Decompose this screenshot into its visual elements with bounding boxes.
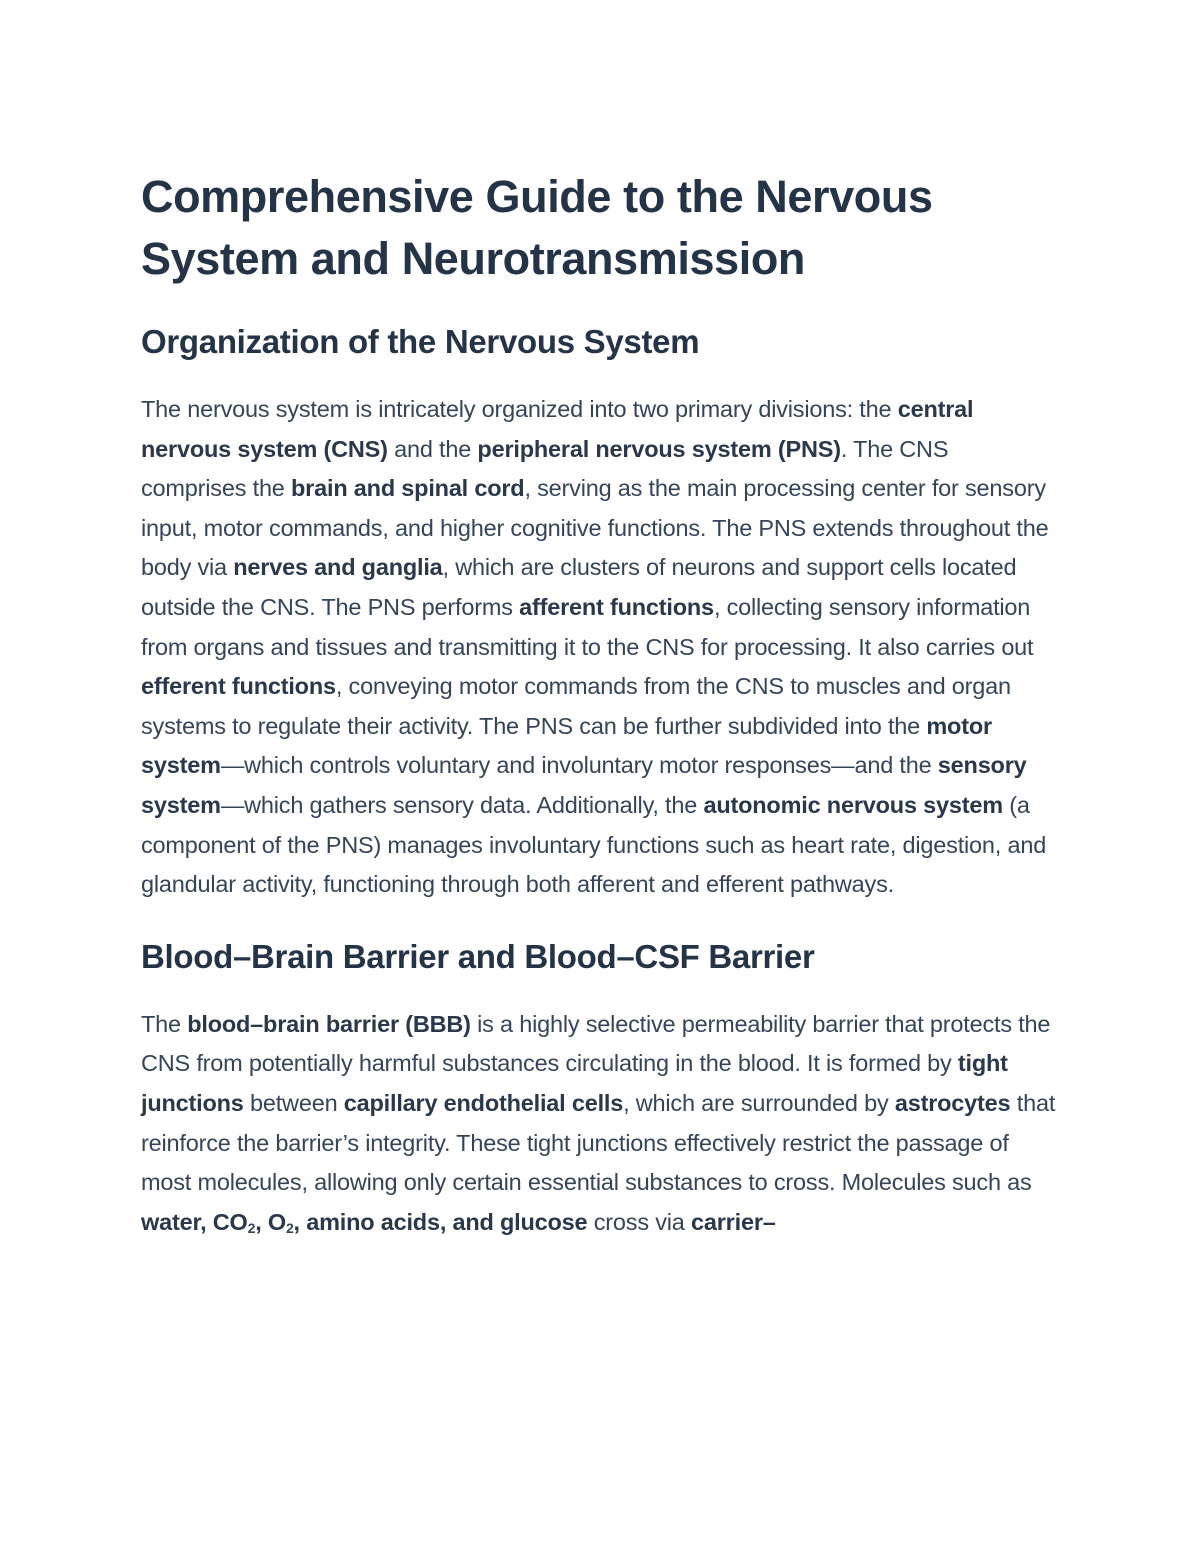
bold-term: tight junctions xyxy=(141,1050,1008,1116)
body-text: is a highly selective permeability barrier that protects the CNS from potentially harmful substances circulating in the blood. It is formed by xyxy=(141,1010,1051,1077)
bold-term: capillary endothelial cells xyxy=(343,1089,624,1116)
body-text: and the xyxy=(387,435,478,462)
document-title: Comprehensive Guide to the Nervous System and Neurotransmission xyxy=(141,171,933,284)
body-text: —which gathers sensory data. Additionally, the xyxy=(220,791,704,818)
bold-term: water, CO xyxy=(141,1208,248,1235)
bold-term: , O xyxy=(255,1208,286,1235)
document-page xyxy=(141,166,1059,1272)
body-text: , which are clusters of neurons and support cells located outside the CNS. The PNS performs xyxy=(141,554,1017,620)
section-paragraph-organization xyxy=(141,390,1059,905)
bold-term: autonomic nervous system xyxy=(703,791,1003,818)
section-heading-barriers: Blood–Brain Barrier and Blood–CSF Barrier xyxy=(141,937,815,975)
body-text: The nervous system is intricately organized into two primary divisions: the xyxy=(141,396,898,422)
bold-term: carrier– xyxy=(690,1208,776,1235)
section-paragraph-barriers xyxy=(141,1005,1059,1243)
bold-term: nerves and ganglia xyxy=(233,554,443,581)
bold-term: blood–brain barrier (BBB) xyxy=(187,1010,471,1037)
body-text: , collecting sensory information from organs and tissues and transmitting it to the CNS for processing. It also carries out xyxy=(141,593,1034,660)
body-text: cross via xyxy=(587,1208,691,1235)
body-text: (a component of the PNS) manages involuntary functions such as heart rate, digestion, and glandular activity, functioning through both afferent and efferent pathways. xyxy=(141,791,1047,898)
body-text: —which controls voluntary and involuntary motor responses—and the xyxy=(220,752,938,779)
body-text: , which are surrounded by xyxy=(623,1089,895,1116)
body-text: , serving as the main processing center for sensory input, motor commands, and higher cognitive functions. The PNS extends throughout the body via xyxy=(141,475,1049,581)
bold-term: efferent functions xyxy=(141,673,336,700)
subscript-text: 2 xyxy=(285,1219,294,1236)
body-text: , conveying motor commands from the CNS to muscles and organ systems to regulate their activity. The PNS can be further subdivided into the xyxy=(141,673,1011,739)
bold-term: sensory system xyxy=(141,752,1027,818)
bold-term: , amino acids, and glucose xyxy=(293,1208,588,1235)
body-text: that reinforce the barrier’s integrity. These tight junctions effectively restrict the passage of most molecules, allowing only certain essential substances to cross. Molecules such as xyxy=(141,1089,1056,1196)
body-text: . The CNS comprises the xyxy=(141,435,949,502)
bold-term: brain and spinal cord xyxy=(291,475,525,502)
body-text: between xyxy=(243,1089,344,1116)
bold-term: motor system xyxy=(141,712,992,779)
bold-term: peripheral nervous system (PNS) xyxy=(477,435,841,462)
bold-term: afferent functions xyxy=(519,593,714,620)
bold-term: central nervous system (CNS) xyxy=(141,396,974,462)
body-text: The xyxy=(141,1010,188,1037)
bold-term: astrocytes xyxy=(894,1089,1011,1116)
subscript-text: 2 xyxy=(247,1219,256,1236)
section-heading-organization: Organization of the Nervous System xyxy=(141,323,700,360)
